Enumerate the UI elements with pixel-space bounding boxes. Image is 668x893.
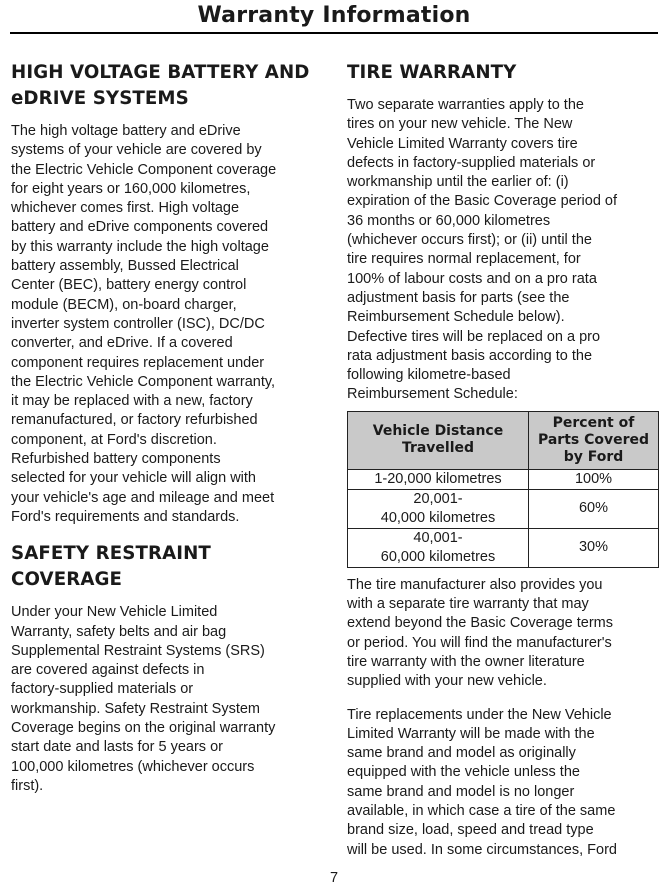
table-body [348, 469, 659, 567]
left-column [11, 60, 327, 796]
percent-cell: 60% [529, 489, 659, 528]
header-rule [10, 32, 658, 34]
tire-replacement-paragraph: Tire replacements under the New Vehicle Limited Warranty will be made with the same brand and model as originally equipped with the vehicle unless the same brand and model is no longer available, in which case a tire of the same brand size, load, speed and tread type will be used. In some circumstances, Ford [347, 706, 617, 858]
distance-column-header: Vehicle Distance Travelled [348, 411, 529, 469]
manufacturer-warranty-paragraph: The tire manufacturer also provides you with a separate tire warranty that may extend beyond the Basic Coverage terms or period. You will find the manufacturer's tire warranty with the owner literature supplied with your new vehicle. [347, 576, 613, 690]
percent-cell: 30% [529, 528, 659, 567]
safety-restraint-heading: SAFETY RESTRAINT COVERAGE [11, 543, 211, 591]
distance-cell: 40,001- 60,000 kilometres [348, 528, 529, 567]
percent-cell: 100% [529, 469, 659, 489]
table-row [348, 528, 659, 567]
reimbursement-schedule-table [347, 411, 659, 568]
safety-restraint-paragraph: Under your New Vehicle Limited Warranty, safety belts and air bag Supplemental Restraint Systems (SRS) are covered against defects in factory-supplied materials or workmanship. Safety Restraint System Coverage begins on the original warranty start date and lasts for 5 years or 100,000 kilometres (whichever occurs first). [11, 604, 276, 794]
distance-cell: 20,001- 40,000 kilometres [348, 489, 529, 528]
page-title: Warranty Information [197, 3, 471, 28]
table-row [348, 469, 659, 489]
tire-warranty-heading: TIRE WARRANTY [347, 62, 517, 83]
hv-battery-heading: HIGH VOLTAGE BATTERY AND eDRIVE SYSTEMS [11, 62, 310, 109]
percent-column-header: Percent of Parts Covered by Ford [529, 411, 659, 469]
page-number: 7 [329, 870, 339, 886]
table-row [348, 489, 659, 528]
hv-battery-paragraph: The high voltage battery and eDrive systems of your vehicle are covered by the Electric Vehicle Component coverage for eight years or 160,000 kilometres, whichever comes first. High voltage battery and eDrive components covered by this warranty include the high voltage battery assembly, Bussed Electrical Center (BEC), battery energy control module (BECM), on-board charger, inverter system controller (ISC), DC/DC converter, and eDrive. If a covered component requires replacement under the Electric Vehicle Component warranty, it may be replaced with a new, factory remanufactured, or factory refurbished component, at Ford's discretion. Refurbished battery components selected for your vehicle will align with your vehicle's age and mileage and meet Ford's requirements and standards. [11, 123, 277, 525]
table-header-row [348, 411, 659, 469]
distance-cell: 1-20,000 kilometres [348, 469, 529, 489]
tire-warranty-paragraph: Two separate warranties apply to the tires on your new vehicle. The New Vehicle Limited Warranty covers tire defects in factory-supplied materials or workmanship until the earlier of: (i) expiration of the Basic Coverage period of 36 months or 60,000 kilometres (whichever occurs first); or (ii) until the tire requires normal replacement, for 100% of labour costs and on a pro rata adjustment basis for parts (see the Reimbursement Schedule below). Defective tires will be replaced on a pro rata adjustment basis according to the following kilometre-based Reimbursement Schedule: [347, 97, 618, 403]
right-column [347, 60, 659, 860]
